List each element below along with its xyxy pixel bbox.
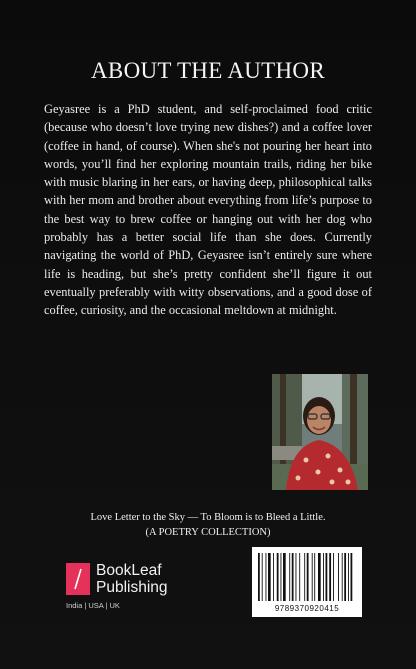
- publisher-name: [96, 562, 168, 596]
- author-bio: Geyasree is a PhD student, and self-proclaimed food critic (because who doesn’t love trying new dishes?) and a coffee lover (coffee in hand, of course). When she's not pouring her heart into words, you’ll find her exploring mountain trails, riding her bike with music blaring in her ears, or having deep, philosophical talks with her mom and brother about everything from life’s purpose to the best way to brew coffee or hanging out with her dog who probably has a better social life than she does. Currently navigating the world of PhD, Geyasree isn’t entirely sure where life is heading, but she’s pretty confident she’ll figure it out eventually preferably with witty observations, and a good dose of coffee, curiosity, and the occasional meltdown at midnight.: [44, 102, 372, 318]
- isbn-number: 9789370920415: [274, 604, 340, 613]
- publisher-regions: India | USA | UK: [66, 601, 120, 610]
- author-photo: [272, 374, 368, 490]
- publisher-name-line2: Publishing: [96, 579, 168, 596]
- page-title: ABOUT THE AUTHOR: [91, 58, 325, 83]
- book-subtitle: (A POETRY COLLECTION): [145, 527, 271, 538]
- book-title: Love Letter to the Sky — To Bloom is to Bleed a Little.: [90, 512, 326, 523]
- isbn-barcode: [252, 547, 362, 617]
- barcode-bars: [258, 553, 356, 601]
- bookleaf-mark-icon: [66, 563, 90, 595]
- publisher-name-line1: BookLeaf: [96, 562, 162, 579]
